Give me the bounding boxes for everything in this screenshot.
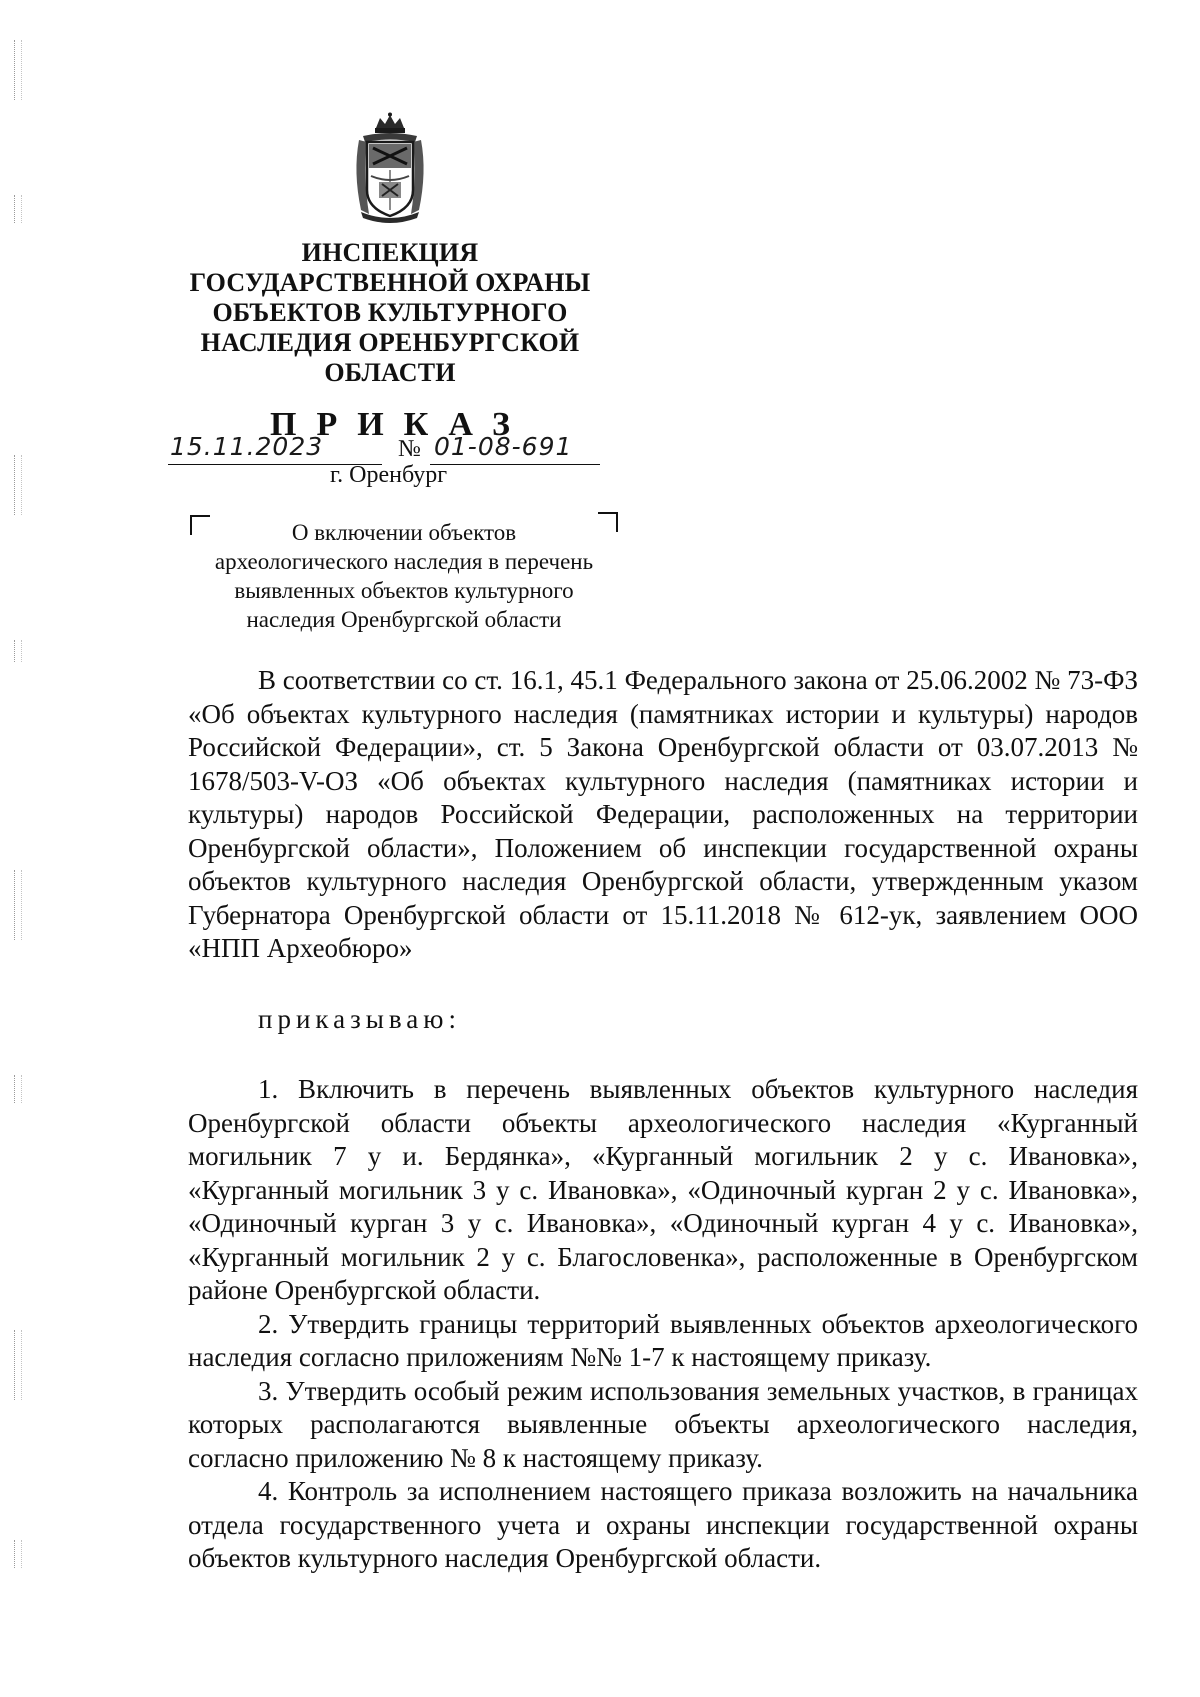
agency-name-line: ИНСПЕКЦИЯ (301, 238, 479, 267)
number-sign: № (398, 436, 421, 462)
subject-line: археологического наследия в перечень (214, 549, 594, 574)
scan-edge-mark (14, 1540, 22, 1568)
order-item: 3. Утвердить особый режим использования земельных участков, в границах которых располагаются выявленные объекты археологического наследия, согласно приложению № 8 к настоящему приказу. (188, 1375, 1138, 1473)
order-subject (190, 518, 618, 634)
scan-edge-mark (14, 1075, 22, 1103)
subject-line: наследия Оренбургской области (246, 607, 562, 632)
document-header (180, 112, 600, 444)
preamble-paragraph: В соответствии со ст. 16.1, 45.1 Федерального закона от 25.06.2002 № 73-ФЗ «Об объектах культурного наследия (памятниках истории и культуры) народов Российской Федерации», ст. 5 Закона Оренбургской области от 03.07.2013 № 1678/503-V-ОЗ «Об объектах культурного наследия (памятниках истории и культуры) народов Российской Федерации, расположенных на территории Оренбургской области», Положением об инспекции государственной охраны объектов культурного наследия Оренбургской области, утвержденным указом Губернатора Оренбургской области от 15.11.2018 № 612-ук, заявлением ООО «НПП Археобюро» (188, 665, 1138, 963)
scan-edge-mark (14, 1330, 22, 1400)
order-item: 1. Включить в перечень выявленных объектов культурного наследия Оренбургской области объекты археологического наследия «Курганный могильник 7 у и. Бердянка», «Курганный могильник 2 у с. Ивановка», «Курганный могильник 3 у с. Ивановка», «Одиночный курган 2 у с. Ивановка», «Одиночный курган 3 у с. Ивановка», «Одиночный курган 4 у с. Ивановка», «Курганный могильник 2 у с. Благословенка», расположенные в Оренбургском районе Оренбургской области. (188, 1074, 1138, 1305)
scan-edge-mark (14, 455, 22, 515)
agency-name-line: ОБЛАСТИ (324, 358, 456, 387)
city-name: г. Оренбург (330, 462, 448, 488)
directive-word: приказываю: (258, 1003, 461, 1034)
coat-of-arms-icon (349, 112, 431, 224)
order-item: 4. Контроль за исполнением настоящего приказа возложить на начальника отдела государственного учета и охраны инспекции государственной охраны объектов культурного наследия Оренбургской области. (188, 1476, 1138, 1573)
document-type-title: ПРИКАЗ (270, 406, 530, 443)
scan-edge-mark (14, 195, 22, 223)
scan-edge-mark (14, 870, 22, 940)
number-underline (430, 464, 600, 465)
scan-edge-mark (14, 640, 22, 662)
order-item: 2. Утвердить границы территорий выявленных объектов археологического наследия согласно приложениям №№ 1-7 к настоящему приказу. (188, 1308, 1138, 1372)
order-body (188, 664, 1138, 1576)
scan-edge-mark (14, 40, 22, 100)
agency-name-line: НАСЛЕДИЯ ОРЕНБУРГСКОЙ (200, 328, 580, 357)
subject-line: выявленных объектов культурного (234, 578, 574, 603)
handwritten-date: 15.11.2023 (170, 432, 324, 461)
handwritten-order-number: 01-08-691 (434, 432, 573, 461)
agency-name-line: ГОСУДАРСТВЕННОЙ ОХРАНЫ (189, 268, 591, 297)
subject-line: О включении объектов (291, 520, 517, 545)
agency-name-line: ОБЪЕКТОВ КУЛЬТУРНОГО (212, 298, 568, 327)
